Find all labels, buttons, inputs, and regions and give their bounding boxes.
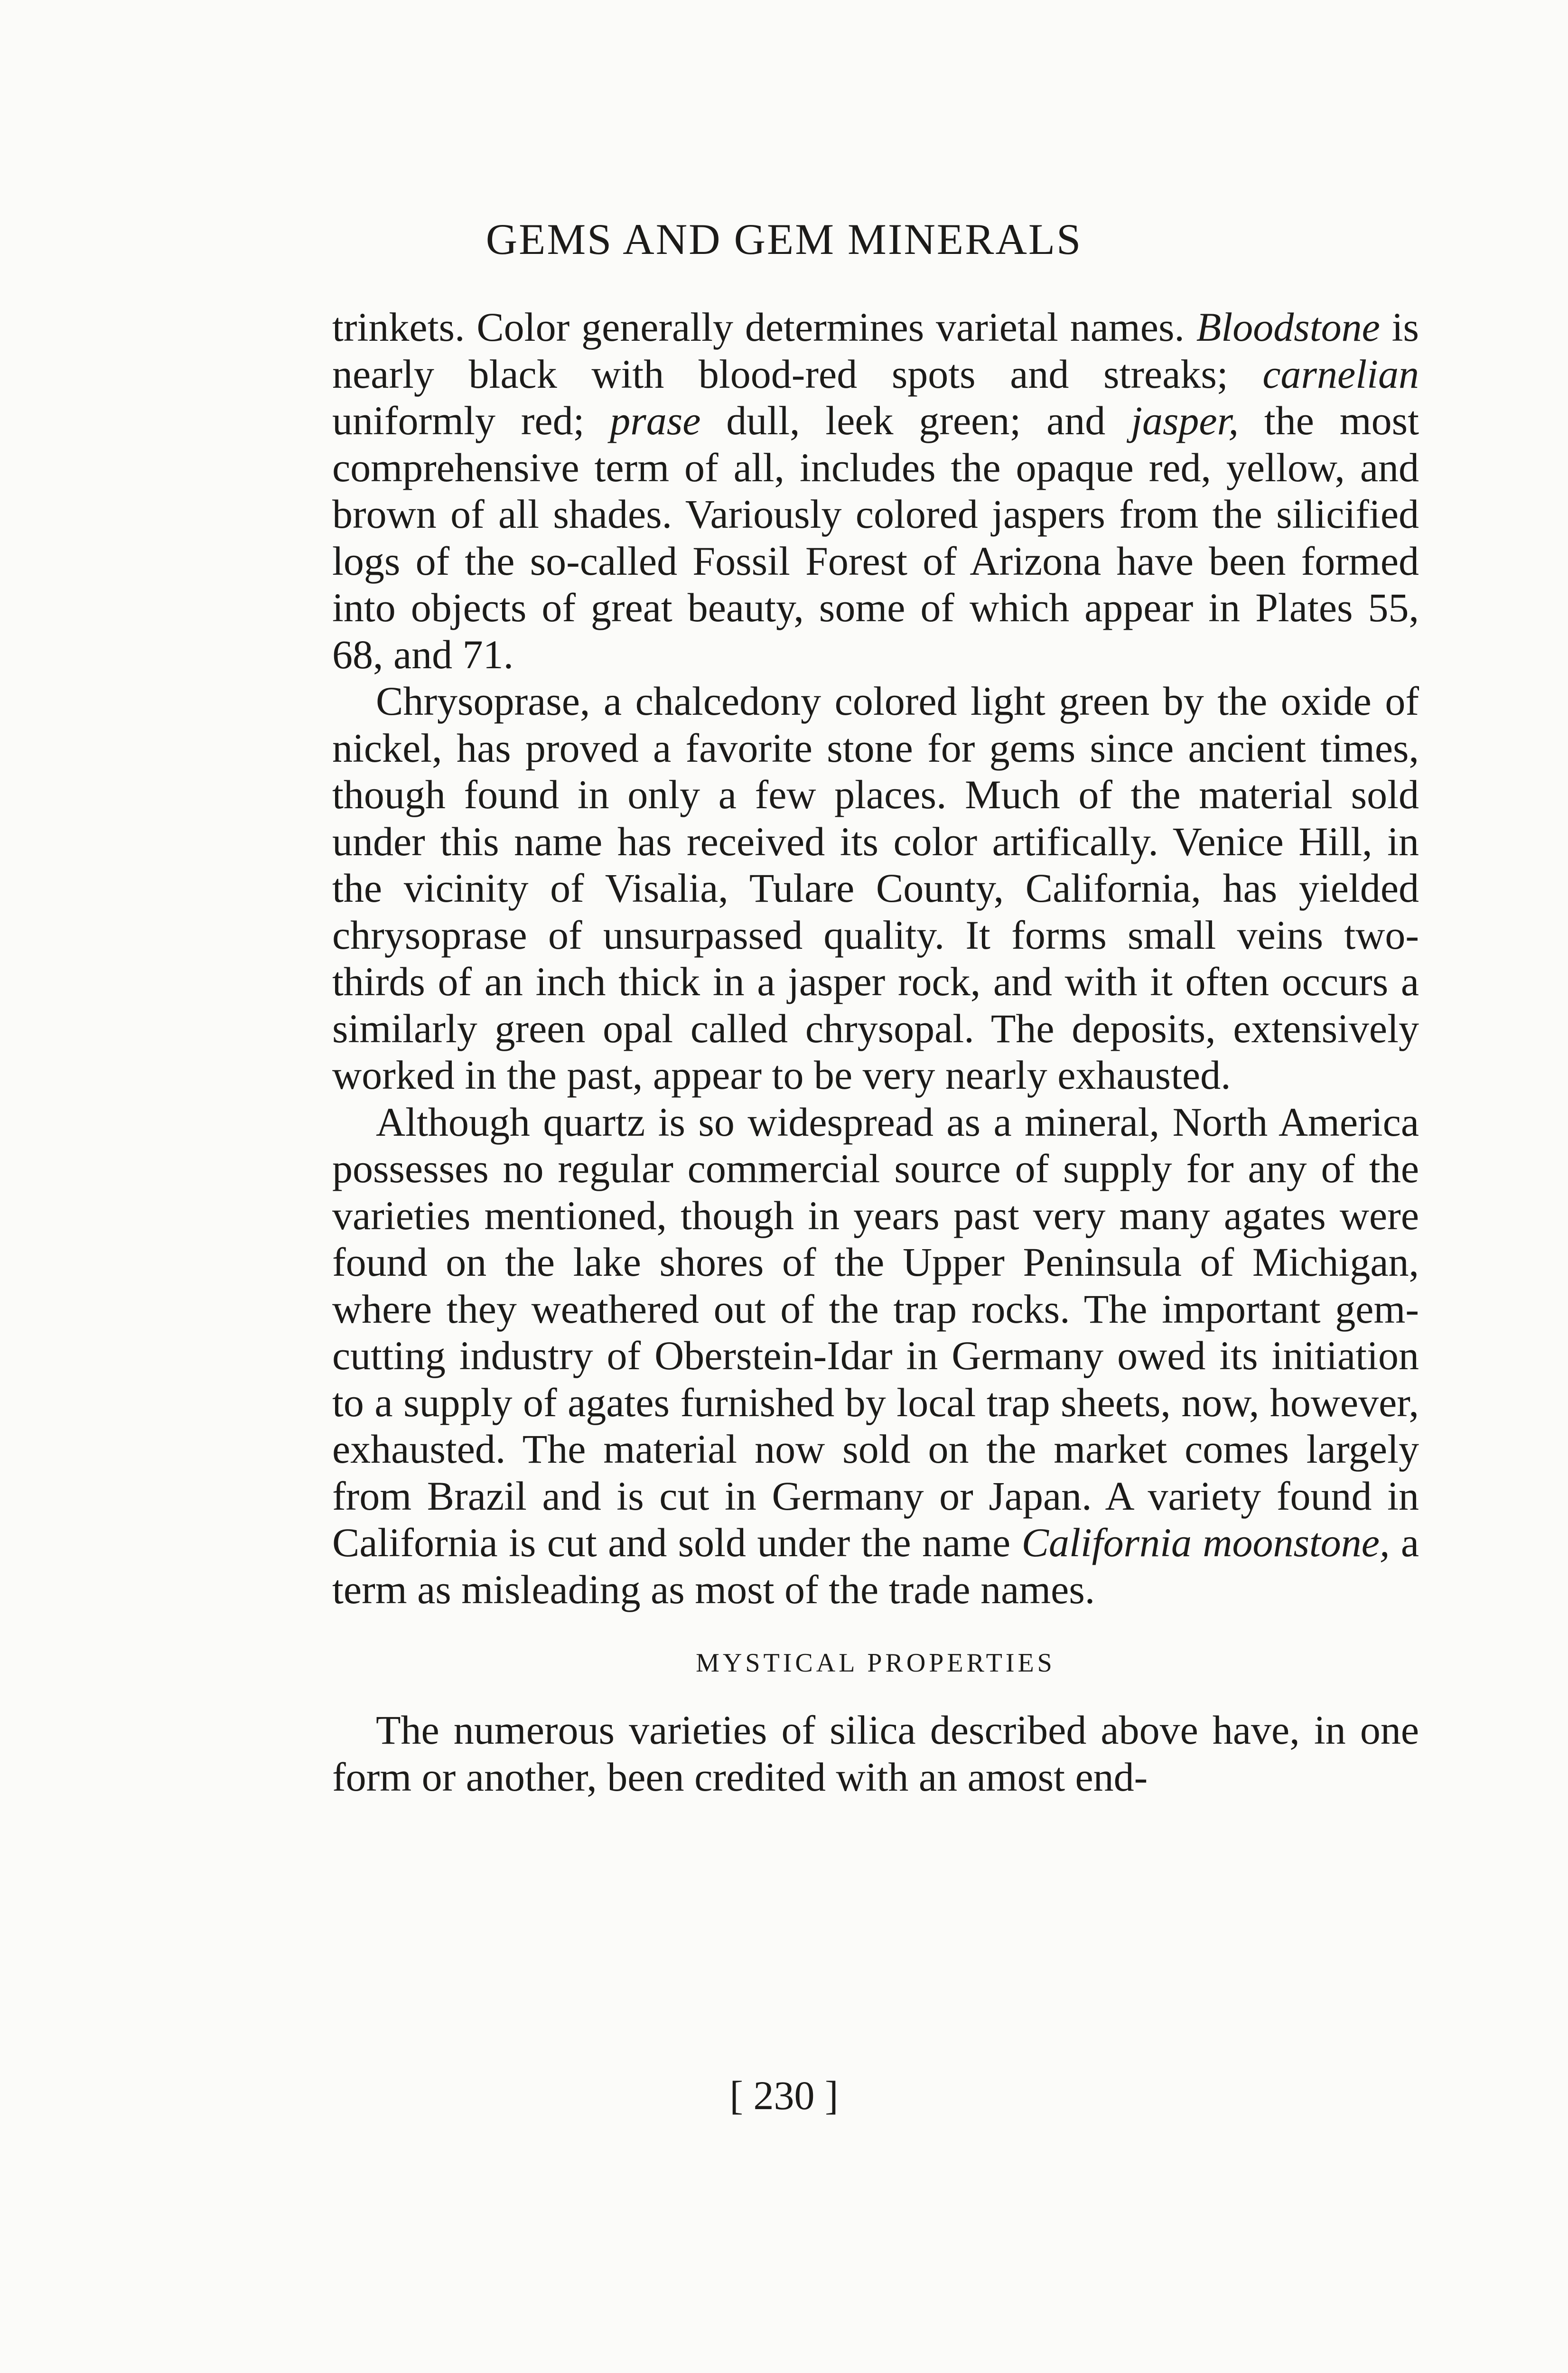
text-run: dull, leek green; and bbox=[700, 398, 1131, 443]
text-run: is nearly black with blood-red spots and streaks; bbox=[332, 304, 1419, 397]
section-heading: MYSTICAL PROPERTIES bbox=[696, 1648, 1055, 1678]
term-california-moonstone: California moonstone, bbox=[1021, 1520, 1390, 1565]
text-run: uniformly red; bbox=[332, 398, 610, 443]
text-run: a term as misleading as most of the trade names. bbox=[332, 1520, 1419, 1612]
paragraph-chrysoprase: Chrysoprase, a chalcedony colored light green by the oxide of nickel, has proved a favorite stone for gems since ancient times, though found in only a few places. Much of the material sold under this name has received its color artifically. Venice Hill, in the vicinity of Visalia, Tulare County, California, has yielded chrysoprase of unsurpassed quality. It forms small veins two-thirds of an inch thick in a jasper rock, and with it often occurs a similarly green opal called chrysopal. The deposits, extensively worked in the past, appear to be very nearly exhausted. bbox=[332, 678, 1419, 1098]
term-jasper: jasper, bbox=[1131, 398, 1239, 443]
text-run: trinkets. Color generally determines varietal names. bbox=[332, 304, 1196, 350]
paragraph-supply bbox=[332, 1099, 1419, 1613]
paragraph-varieties bbox=[332, 304, 1419, 678]
running-head-title: GEMS AND GEM MINERALS bbox=[485, 215, 1083, 263]
term-prase: prase bbox=[610, 398, 701, 443]
text-run: the most comprehensive term of all, includes the opaque red, yellow, and brown of all shades. Variously colored jaspers from the silicified logs of the so-called Fossil Forest of Arizona have been formed into objects of great beauty, some of which appear in Plates 55, 68, and 71. bbox=[332, 398, 1419, 677]
page-number: [ 230 ] bbox=[729, 2073, 839, 2118]
body-text bbox=[332, 304, 1419, 1800]
term-bloodstone: Bloodstone bbox=[1196, 304, 1380, 350]
text-run: Although quartz is so widespread as a mineral, North America possesses no regular commercial source of supply for any of the varieties mentioned, though in years past very many agates were found on the lake shores of the Upper Peninsula of Michigan, where they weathered out of the trap rocks. The important gem-cutting industry of Oberstein-Idar in Germany owed its initiation to a supply of agates furnished by local trap sheets, now, however, exhausted. The material now sold on the market comes largely from Brazil and is cut in Germany or Japan. A variety found in California is cut and sold under the name bbox=[332, 1099, 1419, 1565]
paragraph-mystical: The numerous varieties of silica described above have, in one form or another, been credited with an amost end- bbox=[332, 1707, 1419, 1800]
term-carnelian: carnelian bbox=[1262, 351, 1419, 397]
